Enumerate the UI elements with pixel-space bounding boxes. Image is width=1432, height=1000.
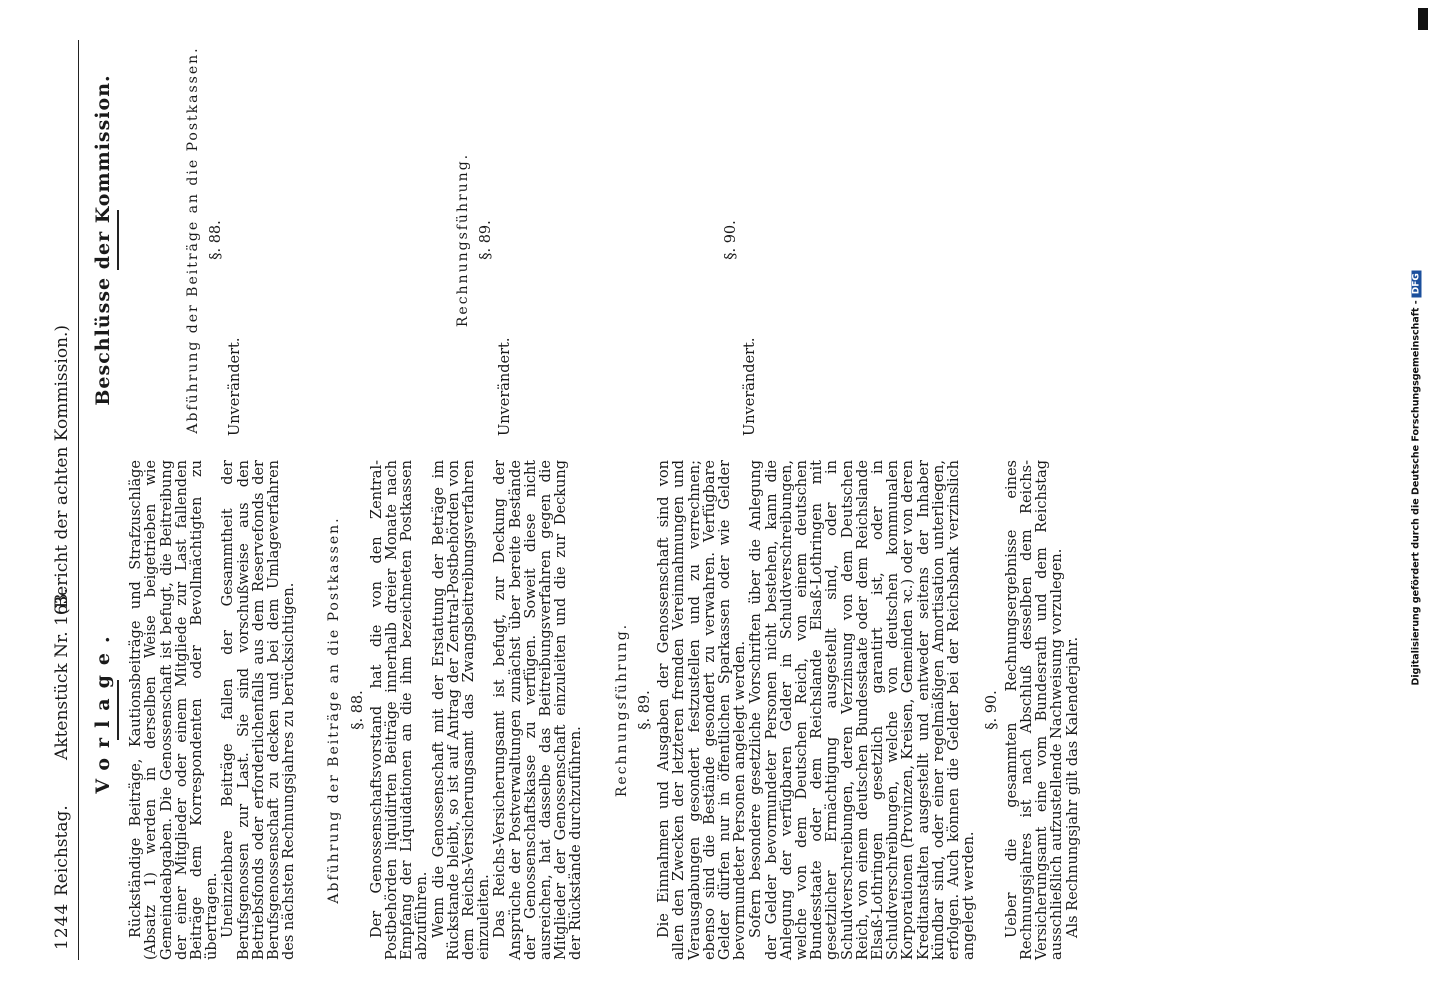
right-section-89-text: Unverändert. bbox=[497, 337, 514, 436]
right-section-88-text: Unverändert. bbox=[227, 337, 244, 436]
page-number: 1244 bbox=[52, 902, 72, 950]
section-90-paragraph: Ueber die gesammten Rechnungsergebnisse eines Rechnungsjahres ist nach Abschluß desselben dem Reichs-Versicherungsamt eine vom Bundesrath und dem Reichstag ausschließlich aufzustellende Nachweisung vorzulegen. bbox=[1003, 460, 1066, 960]
right-section-90-number: §. 90. bbox=[723, 220, 739, 260]
section-89-paragraph: Sofern besondere gesetzliche Vorschriften über die Anlegung der Gelder bevormundeter Personen nicht bestehen, kann die Anlegung der verfügbaren Gelder in Schuldverschreibungen, welche von dem Deutschen Reich, von einem deutschen Bundesstaate oder dem Reichslande Elsaß-Lothringen mit gesetzlicher Ermächtigung ausgestellt sind, oder in Schuldverschreibungen, deren Verzinsung von dem Deutschen Reich, von einem deutschen Bundesstaate oder dem Reichslande Elsaß-Lothringen gesetzlich garantirt ist, oder in Schuldverschreibungen, welche von deutschen kommunalen Korporationen (Provinzen, Kreisen, Gemeinden ꝛc.) oder von deren Kreditanstalten ausgestellt und entweder seitens der Inhaber kündbar sind, oder einer regelmäßigen Amortisation unterliegen, erfolgen. Auch können die Gelder bei der Reichsbank verzinslich angelegt werden. bbox=[748, 460, 978, 960]
dfg-logo: DFG bbox=[1412, 270, 1422, 297]
right-section-88 bbox=[186, 40, 244, 440]
header-report-title: (Bericht der achten Kommission.) bbox=[52, 324, 72, 615]
beschluesse-title: Beschlüsse der Kommission. bbox=[92, 74, 114, 406]
digitization-note bbox=[1411, 86, 1422, 686]
section-88-heading: Abführung der Beiträge an die Postkassen. bbox=[326, 516, 343, 904]
right-section-89-heading: Rechnungsführung. bbox=[455, 152, 471, 328]
vorlage-title: Vorlage. bbox=[92, 626, 114, 794]
intro-paragraph: Uneinziehbare Beiträge fallen der Gesammtheit der Berufsgenossen zur Last. Sie sind vorschußweise aus den Betriebsfonds oder erforderlichenfalls aus dem Reservefonds der Berufsgenossenschaft zu decken und bei dem Umlageverfahren des nächsten Rechnungsjahres zu berücksichtigen. bbox=[220, 460, 298, 960]
section-89-heading: Rechnungsführung. bbox=[613, 622, 630, 798]
section-88-paragraph: Der Genossenschaftsvorstand hat die von den Zentral-Postbehörden liquidirten Beiträge innerhalb dreier Monate nach Empfang der Liquidationen an die ihm bezeichneten Postkassen abzuführen. bbox=[368, 460, 431, 960]
header-document-number: Aktenstück Nr. 163. bbox=[52, 588, 72, 760]
section-90-paragraph: Als Rechnungsjahr gilt das Kalenderjahr. bbox=[1065, 636, 1082, 938]
header-reichstag: Reichstag. bbox=[52, 805, 72, 896]
section-88-paragraph: Wenn die Genossenschaft mit der Erstattung der Beträge im Rückstande bleibt, so ist auf Antrag der Zentral-Postbehörden von dem Reichs-Versicherungsamt das Zwangsbeitreibungsverfahren einzuleiten. bbox=[430, 460, 493, 960]
section-88-paragraph: Das Reichs-Versicherungsamt ist befugt, zur Deckung der Ansprüche der Postverwaltungen zunächst über bereite Bestände der Genossenschaftskasse zu verfügen. Soweit diese nicht ausreichen, hat dasselbe das Beitreibungsverfahren gegen die Mitglieder der Genossenschaft einzuleiten und die zur Deckung der Rückstände durchzuführen. bbox=[492, 460, 585, 960]
page-header bbox=[48, 40, 79, 960]
right-section-88-heading: Abführung der Beiträge an die Postkassen. bbox=[185, 46, 201, 434]
title-rule bbox=[117, 210, 119, 270]
title-rule bbox=[117, 680, 119, 740]
section-88-number: §. 88. bbox=[349, 690, 366, 730]
right-section-88-number: §. 88. bbox=[208, 220, 225, 260]
intro-paragraph: Rückständige Beiträge, Kautionsbeiträge und Strafzuschläge (Absatz 1) werden in derselben Weise beigetrieben wie Gemeindeabgaben. Die Genossenschaft ist befugt, die Beitreibung der einer Mitglieder oder einem Mitgliede zur Last fallenden Beiträge dem Korrespondenten oder Bevollmächtigten zu übertragen. bbox=[128, 460, 221, 960]
right-column-beschluesse bbox=[86, 40, 759, 440]
digitization-footer bbox=[1404, 0, 1428, 1000]
right-section-89 bbox=[456, 40, 514, 440]
section-89-number: §. 89. bbox=[636, 690, 653, 730]
right-section-90-text: Unverändert. bbox=[742, 337, 759, 436]
digitization-note-text: Digitalisierung gefördert durch die Deutsche Forschungsgemeinschaft - bbox=[1410, 300, 1422, 686]
section-90-number: §. 90. bbox=[984, 690, 1001, 730]
section-89-paragraph: Die Einnahmen und Ausgaben der Genossenschaft sind von allen den Zwecken der letzteren fremden Vereinnahmungen und Verausgabungen gesondert festzustellen und zu verrechnen; ebenso sind die Bestände gesondert zu verwahren. Verfügbare Gelder dürfen nur in öffentlichen Sparkassen oder wie Gelder bevormundeter Personen angelegt werden. bbox=[656, 460, 749, 960]
right-section-90 bbox=[716, 40, 758, 440]
right-section-89-number: §. 89. bbox=[478, 220, 495, 260]
left-column-vorlage bbox=[86, 460, 1083, 960]
